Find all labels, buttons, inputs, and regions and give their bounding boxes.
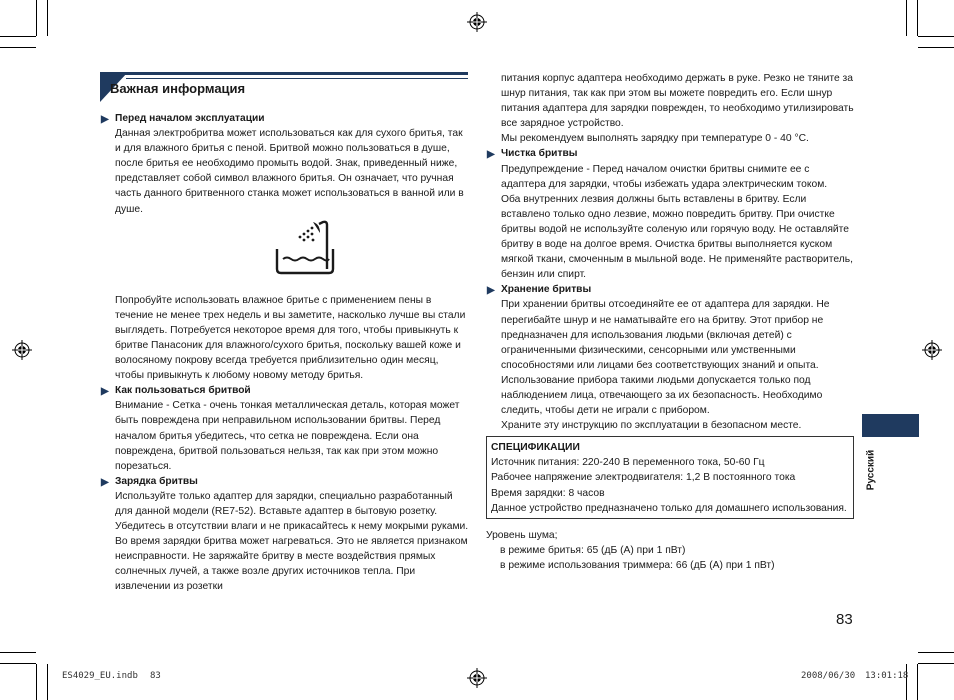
- crop-mark: [36, 0, 37, 36]
- registration-mark-icon: [467, 668, 487, 688]
- left-column: [100, 111, 470, 595]
- language-tab: [862, 414, 919, 437]
- paragraph: Попробуйте использовать влажное бритье с применением пены в течение не менее трех недель и вы заметите, насколько лучше вы стали выглядеть. Потребуется некоторое время для того, чтобы привыкнуть к бритве Панасоник для влажного/сухого бритья, поскольку вашей коже и волосяному покрову всегда требуется приблизительно один месяц, чтобы привыкнуть к любому новому методу бритья.: [115, 294, 466, 382]
- section-body: [100, 489, 470, 595]
- crop-mark: [906, 664, 907, 700]
- charging-continuation: [486, 71, 856, 146]
- crop-mark: [36, 664, 37, 700]
- section-heading-text: Как пользоваться бритвой: [115, 385, 251, 397]
- crop-mark: [906, 0, 907, 36]
- paragraph: питания корпус адаптера необходимо держать в руке. Резко не тяните за шнур питания, так как при этом вы можете повредить его. Если шнур питания адаптера для зарядки поврежден, то необходимо утилизировать все зарядное устройство.: [501, 73, 854, 130]
- paragraph: Используйте только адаптер для зарядки, специально разработанный для данной модели (RE7-52). Вставьте адаптер в бытовую розетку. Убедитесь в отсутствии влаги и не прикасайтесь к нему мокрыми руками. Во время зарядки бритва может нагреваться. Это не является признаком неисправности. Не заряжайте бритву в месте воздействия прямых солнечных лучей, а также возле других источников тепла. При извлечении из розетки: [115, 490, 469, 593]
- section-heading: [100, 111, 470, 126]
- crop-mark: [0, 47, 36, 48]
- section-heading-text: Хранение бритвы: [501, 284, 592, 296]
- section-heading: [486, 146, 856, 161]
- crop-mark: [47, 664, 48, 700]
- header-rule-thin: [126, 78, 468, 79]
- registration-mark-icon: [12, 340, 32, 360]
- arrow-right-icon: ▶: [487, 149, 495, 161]
- paragraph: Данная электробритва может использоваться как для сухого бритья, так и для влажного бритья с пеной. Бритвой можно пользоваться в душе, после бритья ее необходимо промыть водой. Знак, приведенный ниже, представляет собой символ влажного бритья. Он означает, что ручная часть данного бритвенного станка может использоваться в ванной или в душе.: [115, 128, 464, 215]
- section-heading: [100, 474, 470, 489]
- section-heading-text: Перед началом эксплуатации: [115, 113, 265, 124]
- section-before-use: [100, 111, 470, 383]
- section-body: [486, 162, 856, 283]
- noise-label: Уровень шума;: [486, 529, 558, 541]
- section-body: [100, 398, 470, 473]
- page-number: 83: [836, 611, 853, 628]
- paragraph: Храните эту инструкцию по эксплуатации в безопасном месте.: [501, 420, 802, 432]
- crop-mark: [0, 663, 36, 664]
- section-heading: [486, 282, 856, 297]
- right-column: [486, 71, 856, 573]
- crop-mark: [0, 36, 36, 37]
- noise-line: в режиме бритья: 65 (дБ (A) при 1 пВт): [500, 544, 686, 556]
- paragraph: Мы рекомендуем выполнять зарядку при температуре 0 - 40 °C.: [501, 133, 809, 145]
- arrow-right-icon: ▶: [101, 386, 109, 398]
- spec-line: Данное устройство предназначено только для домашнего использования.: [491, 502, 847, 514]
- header-rule: [100, 72, 468, 75]
- crop-mark: [918, 47, 954, 48]
- language-label-text: Русский: [865, 449, 877, 491]
- section-body: [100, 126, 470, 383]
- footer-page: 83: [150, 671, 161, 681]
- footer-date: 2008/06/30: [801, 671, 856, 681]
- crop-mark: [917, 664, 918, 700]
- section-heading-text: Чистка бритвы: [501, 148, 578, 160]
- section-heading-text: Зарядка бритвы: [115, 475, 198, 487]
- noise-level: [486, 528, 856, 573]
- arrow-right-icon: ▶: [101, 476, 109, 488]
- shower-bath-icon: [275, 217, 470, 293]
- section-header: [100, 72, 468, 102]
- footer-time: 13:01:18: [865, 671, 909, 681]
- spec-line: Рабочее напряжение электродвигателя: 1,2 В постоянного тока: [491, 472, 796, 484]
- page-title: Важная информация: [110, 81, 246, 96]
- spec-line: Время зарядки: 8 часов: [491, 487, 605, 499]
- section-heading: [100, 383, 470, 398]
- section-cleaning: [486, 146, 856, 282]
- crop-mark: [917, 0, 918, 36]
- registration-mark-icon: [922, 340, 942, 360]
- specifications-box: [486, 436, 854, 518]
- registration-mark-icon: [467, 12, 487, 32]
- arrow-right-icon: ▶: [487, 285, 495, 297]
- paragraph: При хранении бритвы отсоединяйте ее от адаптера для зарядки. Не перегибайте шнур и не наматывайте его на бритву. Этот прибор не предназначен для использования людьми (включая детей) с ограниченными физическими, сенсорными или умственными способностями или лицами без соответствующих знаний и опыта. Использование прибора такими людьми допускается только под наблюдением лица, отвечающего за их безопасность. Необходимо следить, чтобы дети не играли с прибором.: [501, 299, 830, 417]
- arrow-right-icon: ▶: [101, 114, 109, 125]
- crop-mark: [918, 36, 954, 37]
- paragraph: Предупреждение - Перед началом очистки бритвы снимите ее с адаптера для зарядки, чтобы избежать удара электрическим током.: [501, 163, 828, 190]
- footer-filename: ES4029_EU.indb: [62, 671, 138, 681]
- paragraph: Оба внутренних лезвия должны быть вставлены в бритву. Если вставлено только одно лезвие, можно повредить бритву. При очистке бритвы водой не используйте соленую или горячую воду. Не оставляйте бритву в воде на долгое время. Очистка бритвы выполняется куском мягкой ткани, смоченным в мыльной воде. Не применяйте растворитель, бензин или спирт.: [501, 193, 853, 281]
- specifications-title: СПЕЦИФИКАЦИИ: [491, 442, 580, 454]
- section-how-to-use: [100, 383, 470, 474]
- paragraph: Внимание - Сетка - очень тонкая металлическая деталь, которая может быть повреждена при неправильном использовании бритвы. Перед началом бритья убедитесь, что сетка не повреждена. Если она повреждена, бритвой пользоваться нельзя, так как при этом можно порезаться.: [115, 400, 460, 472]
- crop-mark: [918, 652, 954, 653]
- crop-mark: [918, 663, 954, 664]
- spec-line: Источник питания: 220-240 В переменного тока, 50-60 Гц: [491, 457, 765, 469]
- crop-mark: [0, 652, 36, 653]
- language-label: [856, 440, 886, 500]
- crop-mark: [47, 0, 48, 36]
- section-storage: [486, 282, 856, 433]
- section-body: [486, 297, 856, 433]
- noise-line: в режиме использования триммера: 66 (дБ (A) при 1 пВт): [500, 559, 775, 571]
- section-charging: [100, 474, 470, 595]
